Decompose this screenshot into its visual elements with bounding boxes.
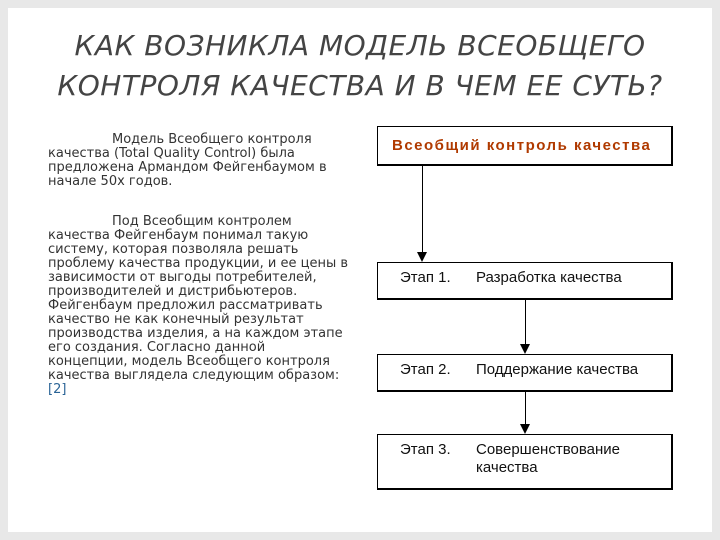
stage-box-2 <box>377 354 673 392</box>
arrow-down-icon <box>417 252 427 262</box>
stage-box-3 <box>377 434 673 490</box>
stage-description: Разработка качества <box>476 269 622 286</box>
slide-title <box>0 26 720 106</box>
arrow-down-icon <box>520 344 530 354</box>
stage-number: Этап 3. <box>400 441 451 458</box>
connector-line-3 <box>525 392 526 426</box>
body-text <box>48 133 348 423</box>
stage-box-1 <box>377 262 673 300</box>
title-line-1: КАК ВОЗНИКЛА МОДЕЛЬ ВСЕОБЩЕГО <box>74 29 646 62</box>
reference-link[interactable]: [2] <box>48 382 67 397</box>
connector-line-2 <box>525 300 526 346</box>
connector-line-1 <box>422 166 423 254</box>
stage-number: Этап 1. <box>400 269 451 286</box>
diagram-header-label: Всеобщий контроль качества <box>392 137 652 154</box>
paragraph-2 <box>48 215 348 397</box>
tqc-diagram <box>377 126 679 490</box>
diagram-header-box <box>377 126 673 166</box>
title-line-2: КОНТРОЛЯ КАЧЕСТВА И В ЧЕМ ЕЕ СУТЬ? <box>57 69 663 102</box>
paragraph-1: Модель Всеобщего контроля качества (Total Quality Control) была предложена Армандом Фейгенбаумом в начале 50х годов. <box>48 132 327 189</box>
stage-description: Поддержание качества <box>476 361 639 378</box>
stage-description: Совершенствование качества <box>476 441 620 476</box>
paragraph-2-text: Под Всеобщим контролем качества Фейгенбаум понимал такую систему, которая позволяла решать проблему качества продукции, и ее цены в зависимости от выгоды потребителей, производителей и дистрибьютеров. Фейгенбаум предложил рассматривать качество не как конечный результат производства изделия, а на каждом этапе его создания. Согласно данной концепции, модель Всеобщего контроля качества выглядела следующим образом: <box>48 214 349 383</box>
stage-number: Этап 2. <box>400 361 451 378</box>
arrow-down-icon <box>520 424 530 434</box>
